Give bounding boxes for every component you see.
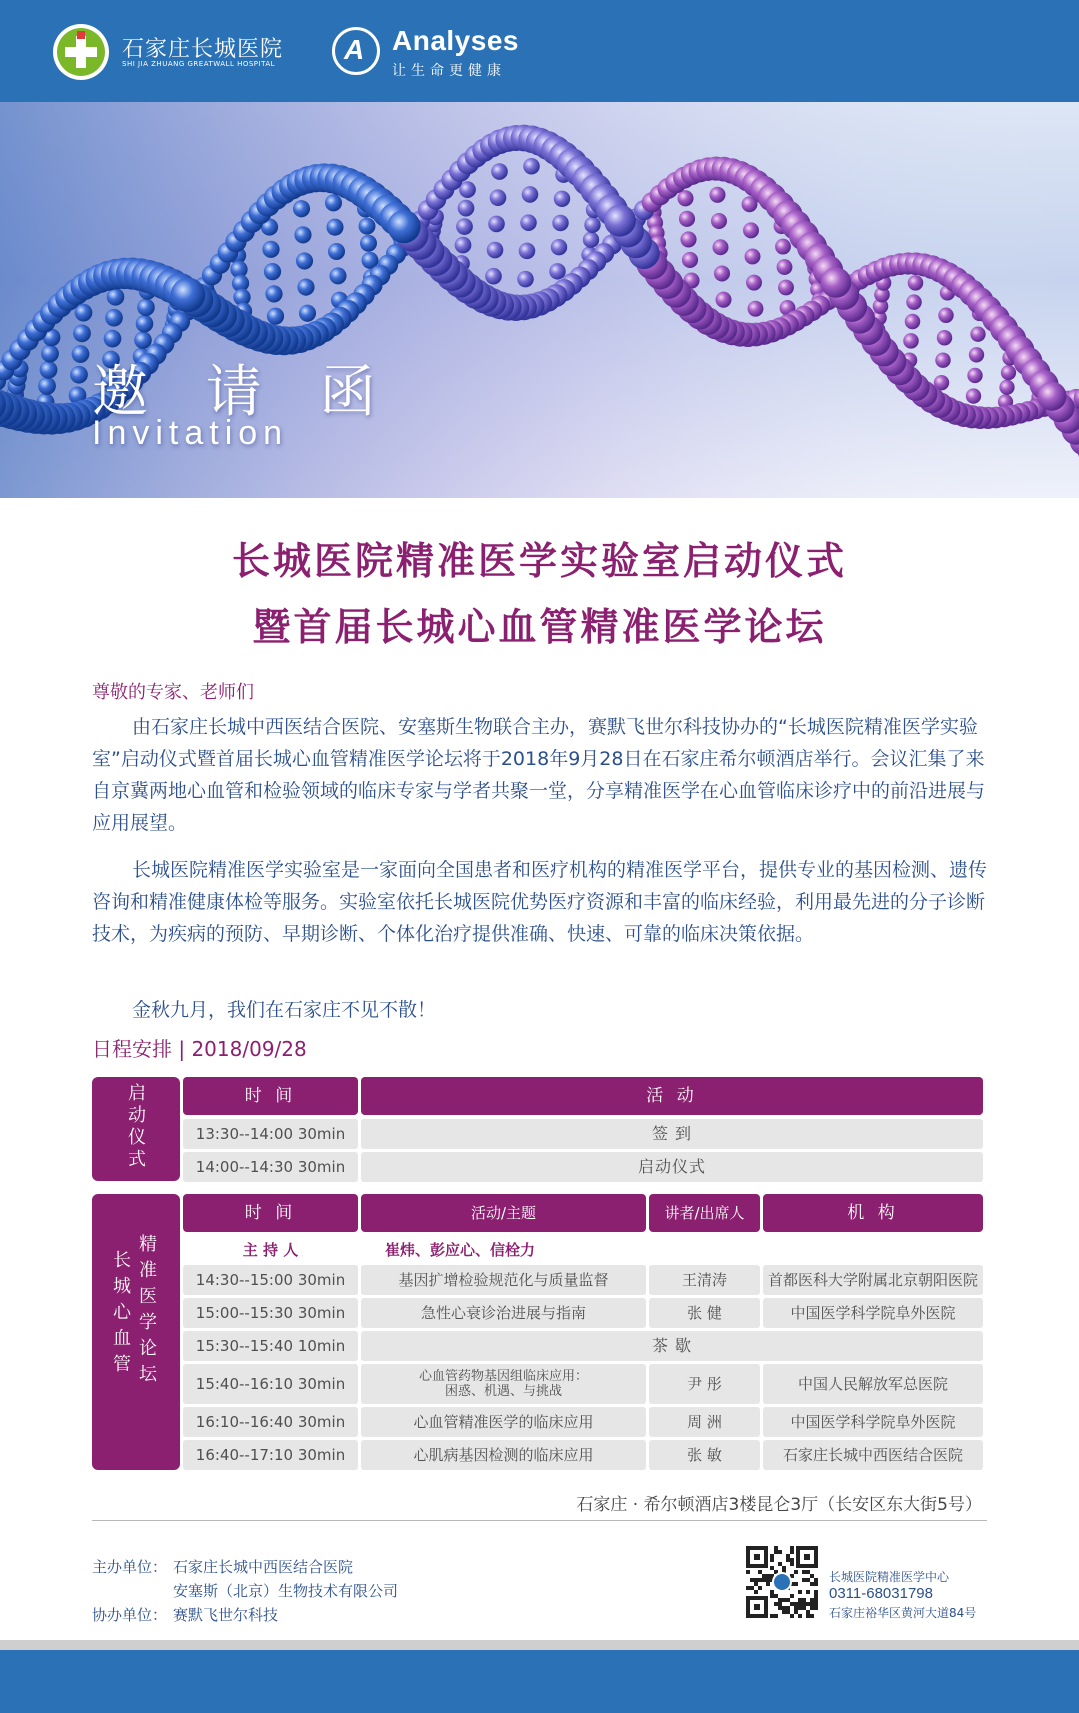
qr-module xyxy=(778,1598,782,1602)
qr-module xyxy=(810,1582,814,1586)
dna-bead xyxy=(517,271,534,288)
qr-module xyxy=(798,1602,802,1606)
dna-bead xyxy=(999,380,1014,395)
dna-bead xyxy=(458,200,475,217)
qr-module xyxy=(778,1562,782,1566)
qr-module xyxy=(810,1602,814,1606)
host-names: 崔炜、彭应心、信栓力 xyxy=(385,1241,536,1259)
qr-module xyxy=(794,1610,798,1614)
dna-bead xyxy=(328,243,345,260)
qr-module xyxy=(770,1594,774,1598)
event-title-line2: 暨首届长城心血管精准医学论坛 xyxy=(252,605,827,649)
table1-row2-time: 14:00--14:30 30min xyxy=(183,1152,358,1182)
qr-module xyxy=(798,1606,802,1610)
qr-module xyxy=(782,1566,786,1570)
dna-bead xyxy=(359,218,376,235)
table-row-org: 中国人民解放军总医院 xyxy=(763,1364,983,1404)
table-row-org: 中国医学科学院阜外医院 xyxy=(763,1407,983,1437)
qr-code-icon xyxy=(746,1546,818,1618)
dna-bead xyxy=(487,242,504,259)
table-row-topic: 急性心衰诊治进展与指南 xyxy=(361,1298,646,1328)
hospital-logo-icon xyxy=(53,24,109,80)
qr-module xyxy=(806,1578,810,1582)
qr-module xyxy=(762,1574,766,1578)
dna-bead xyxy=(262,241,279,258)
dna-bead xyxy=(552,215,568,231)
dna-bead xyxy=(265,285,282,302)
qr-module xyxy=(758,1586,762,1590)
dna-bead xyxy=(584,217,600,233)
table-row-time: 15:00--15:30 30min xyxy=(183,1298,358,1328)
qr-module xyxy=(790,1562,794,1566)
table1-row1-activity: 签 到 xyxy=(361,1119,983,1149)
qr-module xyxy=(746,1570,750,1574)
qr-module xyxy=(794,1606,798,1610)
table-row-speaker: 张 敏 xyxy=(649,1440,760,1470)
qr-module xyxy=(750,1586,754,1590)
dna-bead xyxy=(73,324,91,342)
dna-bead xyxy=(299,305,316,322)
qr-module xyxy=(782,1606,786,1610)
dna-bead xyxy=(714,265,730,281)
qr-module xyxy=(790,1558,794,1562)
qr-module xyxy=(746,1586,750,1590)
footer-stripe xyxy=(0,1640,1079,1650)
dna-bead xyxy=(70,366,88,384)
qr-module xyxy=(786,1598,790,1602)
qr-module xyxy=(806,1590,810,1594)
qr-module xyxy=(766,1574,770,1578)
dna-bead xyxy=(775,239,791,255)
dna-bead xyxy=(679,211,695,227)
table-row-time: 16:10--16:40 30min xyxy=(183,1407,358,1437)
qr-module xyxy=(770,1614,774,1618)
qr-module xyxy=(786,1558,790,1562)
qr-module xyxy=(794,1582,798,1586)
dna-bead xyxy=(821,267,851,297)
qr-module xyxy=(782,1610,786,1614)
dna-bead xyxy=(554,191,570,207)
qr-module xyxy=(806,1610,810,1614)
closing-paragraph: 金秋九月，我们在石家庄不见不散！ xyxy=(132,999,437,1021)
qr-module xyxy=(778,1602,782,1606)
dna-bead xyxy=(604,205,636,237)
qr-module xyxy=(754,1590,758,1594)
table1-header-activity: 活 动 xyxy=(361,1077,983,1115)
qr-module xyxy=(770,1590,774,1594)
greeting: 尊敬的专家、老师们 xyxy=(92,682,254,703)
dna-bead xyxy=(935,352,950,367)
dna-bead xyxy=(1037,382,1066,411)
table-row-speaker: 王清涛 xyxy=(649,1265,760,1295)
qr-module xyxy=(810,1606,814,1610)
dna-bead xyxy=(72,345,90,363)
dna-bead xyxy=(455,237,472,254)
table-row-time: 15:40--16:10 30min xyxy=(183,1364,358,1404)
organizer-label: 主办单位： xyxy=(92,1558,168,1576)
organizer-1: 石家庄长城中西医结合医院 xyxy=(173,1558,354,1576)
table-row-topic: 心血管药物基因组临床应用： 困惑、机遇、与挑战 xyxy=(361,1364,646,1404)
dna-bead xyxy=(967,368,982,383)
dna-bead xyxy=(748,301,764,317)
qr-module xyxy=(758,1570,762,1574)
dna-bead xyxy=(137,299,155,317)
qr-module xyxy=(758,1578,762,1582)
dna-bead xyxy=(743,222,759,238)
dna-bead xyxy=(520,214,537,231)
dna-bead xyxy=(40,361,58,379)
table-row-time: 16:40--17:10 30min xyxy=(183,1440,358,1470)
dna-bead xyxy=(906,294,922,310)
table-row-speaker: 周 洲 xyxy=(649,1407,760,1437)
dna-bead xyxy=(488,216,505,233)
table-row-time: 14:30--15:00 30min xyxy=(183,1265,358,1295)
dna-bead xyxy=(937,330,952,345)
dna-bead xyxy=(38,377,56,395)
dna-bead xyxy=(549,263,565,279)
dna-bead xyxy=(551,239,567,255)
dna-bead xyxy=(523,158,540,175)
qr-module xyxy=(774,1614,778,1618)
qr-module xyxy=(770,1566,774,1570)
contact-center-name: 长城医院精准医学中心 xyxy=(829,1570,950,1584)
qr-module xyxy=(790,1594,794,1598)
dna-bead xyxy=(680,231,696,247)
dna-bead xyxy=(360,235,377,252)
dna-bead xyxy=(267,308,284,325)
qr-module xyxy=(798,1590,802,1594)
dna-bead xyxy=(970,326,985,341)
analyses-logo-icon: A xyxy=(332,27,380,75)
organizer-2: 安塞斯（北京）生物技术有限公司 xyxy=(173,1582,399,1600)
dna-bead xyxy=(171,278,206,313)
dna-bead xyxy=(522,186,539,203)
event-title-line1: 长城医院精准医学实验室启动仪式 xyxy=(231,539,847,583)
table1-header-time: 时 间 xyxy=(183,1077,358,1115)
host-label: 主 持 人 xyxy=(242,1241,299,1259)
dna-bead xyxy=(104,330,122,348)
table2-header-speaker: 讲者/出席人 xyxy=(649,1194,760,1232)
qr-module xyxy=(762,1578,766,1582)
invitation-title-en: Invitation xyxy=(92,414,289,452)
hospital-name: 石家庄长城医院 xyxy=(122,37,284,62)
venue-address: 石家庄 · 希尔顿酒店3楼昆仑3厅（长安区东大街5号） xyxy=(576,1495,982,1515)
dna-bead xyxy=(326,219,343,236)
table-row-org: 中国医学科学院阜外医院 xyxy=(763,1298,983,1328)
table-row-topic: 基因扩增检验规范化与质量监督 xyxy=(361,1265,646,1295)
hospital-name-en: SHI JIA ZHUANG GREATWALL HOSPITAL xyxy=(122,60,276,68)
dna-bead xyxy=(105,309,123,327)
qr-module xyxy=(786,1606,790,1610)
intro-paragraph: 由石家庄长城中西医结合医院、安塞斯生物联合主办，赛默飞世尔科技协办的“长城医院精准医学实验室”启动仪式暨首届长城心血管精准医学论坛将于2018年9月28日在石家庄希尔顿酒店举行。会议汇集了来自京冀两地心血管和检验领域的临床专家与学者共聚一堂，分享精准医学在心血管临床诊疗中的前沿进展与应用展望。 xyxy=(92,716,986,834)
dna-bead xyxy=(966,388,981,403)
table-row-time: 15:30--15:40 10min xyxy=(183,1331,358,1361)
qr-module xyxy=(790,1614,794,1618)
table-row-topic: 心肌病基因检测的临床应用 xyxy=(361,1440,646,1470)
qr-module xyxy=(774,1602,778,1606)
contact-phone: 0311-68031798 xyxy=(829,1585,933,1602)
dna-bead xyxy=(490,189,507,206)
qr-module xyxy=(770,1558,774,1562)
dna-bead xyxy=(905,314,921,330)
qr-module xyxy=(790,1550,794,1554)
dna-bead xyxy=(969,347,984,362)
qr-module xyxy=(754,1578,758,1582)
lab-paragraph: 长城医院精准医学实验室是一家面向全国患者和医疗机构的精准医学平台，提供专业的基因检测、遗传咨询和精准健康体检等服务。实验室依托长城医院优势医疗资源和丰富的临床经验，利用最先进的分子诊断技术，为疾病的预防、早期诊断、个体化治疗提供准确、快速、可靠的临床决策依据。 xyxy=(92,859,988,945)
qr-module xyxy=(774,1546,778,1550)
dna-bead xyxy=(136,315,154,333)
qr-module xyxy=(798,1598,802,1602)
qr-module xyxy=(802,1598,806,1602)
dna-bead xyxy=(1001,365,1016,380)
qr-module xyxy=(774,1594,778,1598)
qr-module xyxy=(814,1578,818,1582)
tea-break-cell: 茶 歇 xyxy=(361,1331,983,1361)
footer-bar xyxy=(0,1650,1079,1713)
dna-bead xyxy=(491,163,508,180)
schedule-title: 日程安排 | 2018/09/28 xyxy=(92,1037,307,1061)
table-row-topic: 心血管精准医学的临床应用 xyxy=(361,1407,646,1437)
qr-module xyxy=(782,1598,786,1602)
qr-module xyxy=(778,1550,782,1554)
dna-bead xyxy=(709,187,725,203)
dna-bead xyxy=(296,252,313,269)
qr-module xyxy=(814,1606,818,1610)
qr-module xyxy=(814,1590,818,1594)
table-row-org: 石家庄长城中西医结合医院 xyxy=(763,1440,983,1470)
dna-bead xyxy=(938,308,953,323)
qr-module xyxy=(802,1606,806,1610)
qr-module xyxy=(794,1602,798,1606)
dna-bead xyxy=(682,252,698,268)
dna-bead xyxy=(519,243,536,260)
dna-bead xyxy=(712,239,728,255)
qr-module xyxy=(794,1570,798,1574)
qr-module xyxy=(802,1602,806,1606)
table-row-org: 首都医科大学附属北京朝阳医院 xyxy=(763,1265,983,1295)
qr-module xyxy=(786,1610,790,1614)
dna-bead xyxy=(677,190,693,206)
forum-label: 长 城 心 血 管 精 准 医 学 论 坛 xyxy=(92,1194,180,1470)
qr-module xyxy=(810,1574,814,1578)
qr-module xyxy=(790,1546,794,1550)
qr-module xyxy=(814,1594,818,1598)
dna-bead xyxy=(294,226,311,243)
qr-module xyxy=(770,1554,774,1558)
qr-module xyxy=(814,1598,818,1602)
dna-bead xyxy=(41,345,59,363)
dna-bead xyxy=(264,263,281,280)
qr-module xyxy=(750,1578,754,1582)
qr-module xyxy=(778,1606,782,1610)
brand-slogan: 让生命更健康 xyxy=(392,63,506,79)
dna-bead xyxy=(908,275,924,291)
qr-module xyxy=(806,1614,810,1618)
qr-module xyxy=(814,1602,818,1606)
table2-header-org: 机 构 xyxy=(763,1194,983,1232)
qr-module xyxy=(814,1582,818,1586)
qr-module xyxy=(806,1570,810,1574)
qr-module xyxy=(774,1550,778,1554)
table2-header-time: 时 间 xyxy=(183,1194,358,1232)
dna-bead xyxy=(903,333,919,349)
dna-bead xyxy=(715,292,731,308)
qr-module xyxy=(798,1614,802,1618)
qr-module xyxy=(806,1602,810,1606)
qr-module xyxy=(802,1578,806,1582)
qr-module xyxy=(810,1598,814,1602)
dna-bead xyxy=(325,194,342,211)
invitation-title-cn: 邀 请 函 xyxy=(92,360,396,425)
dna-bead xyxy=(297,279,314,296)
qr-module xyxy=(786,1554,790,1558)
qr-module xyxy=(754,1582,758,1586)
qr-module xyxy=(766,1578,770,1582)
table1-row2-activity: 启动仪式 xyxy=(361,1152,983,1182)
qr-module xyxy=(766,1582,770,1586)
dna-bead xyxy=(778,280,794,296)
contact-address: 石家庄裕华区黄河大道84号 xyxy=(829,1606,977,1620)
divider xyxy=(92,1520,987,1521)
dna-bead xyxy=(485,268,502,285)
table-row-speaker: 尹 彤 xyxy=(649,1364,760,1404)
launch-ceremony-label: 启 动 仪 式 xyxy=(92,1077,180,1181)
co-organizer: 赛默飞世尔科技 xyxy=(173,1606,279,1624)
table2-header-topic: 活动/主题 xyxy=(361,1194,646,1232)
qr-module xyxy=(802,1570,806,1574)
dna-bead xyxy=(583,232,599,248)
brand-name: Analyses xyxy=(392,25,519,56)
qr-module xyxy=(790,1602,794,1606)
dna-bead xyxy=(456,218,473,235)
dna-bead xyxy=(387,210,420,243)
dna-bead xyxy=(293,200,310,217)
dna-bead xyxy=(745,248,761,264)
qr-module xyxy=(810,1614,814,1618)
table-row-speaker: 张 健 xyxy=(649,1298,760,1328)
dna-bead xyxy=(329,267,346,284)
co-organizer-label: 协办单位： xyxy=(92,1606,168,1624)
table1-row1-time: 13:30--14:00 30min xyxy=(183,1119,358,1149)
dna-bead xyxy=(711,213,727,229)
dna-bead xyxy=(777,259,793,275)
dna-bead xyxy=(746,275,762,291)
